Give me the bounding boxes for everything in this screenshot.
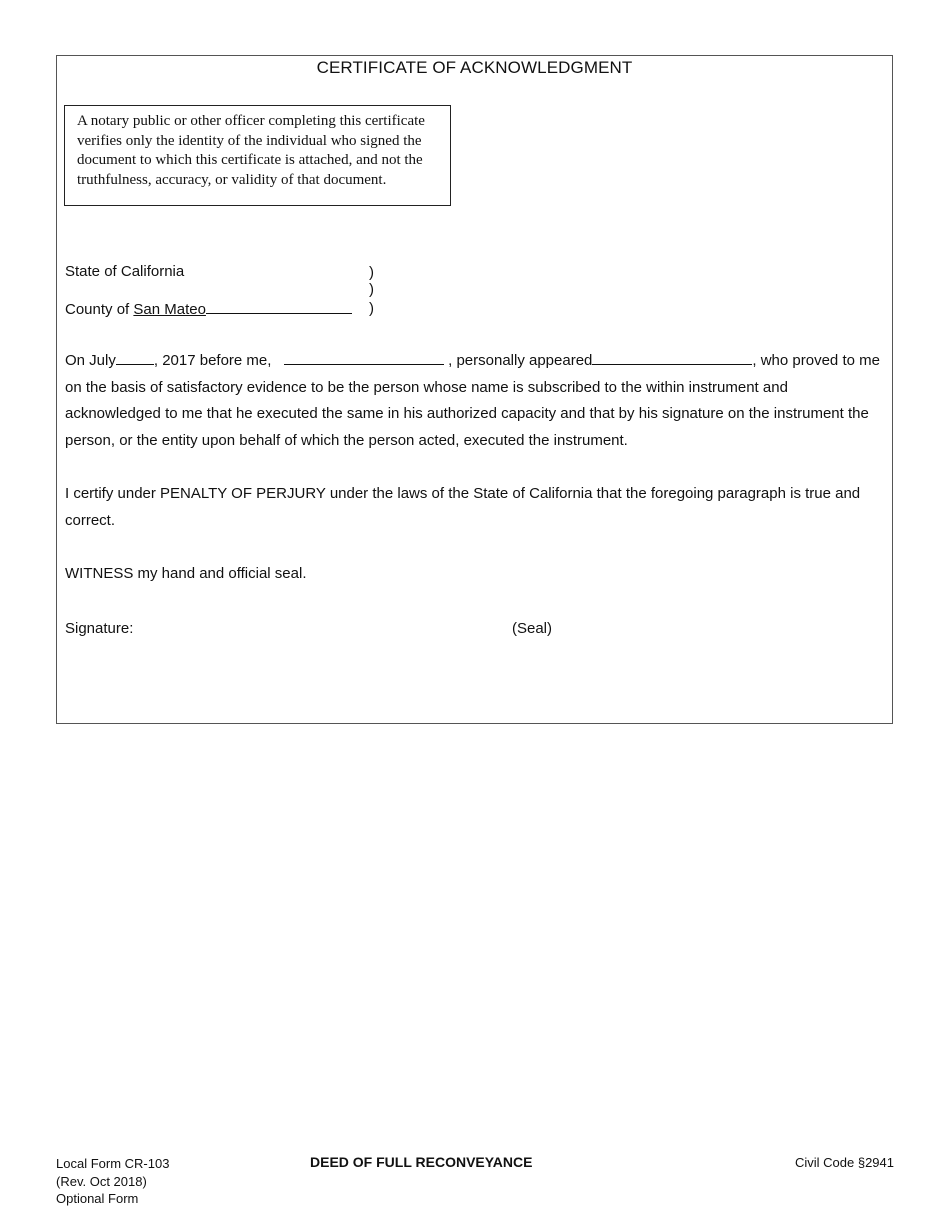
certificate-frame (56, 55, 893, 724)
day-blank[interactable] (116, 350, 154, 365)
ack-year: , 2017 before me, (153, 352, 272, 369)
county-label: County of (65, 301, 130, 318)
footer-doc-title: DEED OF FULL RECONVEYANCE (310, 1154, 533, 1170)
officer-name-blank[interactable] (284, 350, 444, 365)
county-line (65, 299, 352, 318)
signature-field[interactable] (198, 618, 498, 638)
notary-notice-box: A notary public or other officer completing this certificate verifies only the identity of the individual who signed the document to which this certificate is attached, and not the truthfulness, accuracy, or validity of that document. (64, 105, 451, 206)
form-number: Local Form CR-103 (56, 1156, 170, 1171)
county-blank[interactable] (206, 299, 352, 314)
ack-who-proved: , who proved to (752, 352, 855, 369)
seal-label: (Seal) (512, 620, 553, 637)
certificate-title: CERTIFICATE OF ACKNOWLEDGMENT (316, 58, 633, 77)
ack-body: me on the basis of satisfactory evidence to be the person whose name is subscribed to the within instrument and acknowledged to me that he executed the same in his authorized capacity and that by his signature on the instrument the person, or the entity upon behalf of which the person acted, executed the instrument. (65, 352, 880, 449)
state-line (65, 263, 184, 280)
form-revision: (Rev. Oct 2018) (56, 1173, 147, 1189)
acknowledgment-paragraph (65, 348, 887, 454)
footer-civil-code: Civil Code §2941 (794, 1155, 894, 1170)
bracket-paren-2: ) (369, 281, 374, 298)
signer-name-blank[interactable] (592, 350, 752, 365)
witness-statement: WITNESS my hand and official seal. (65, 565, 307, 582)
ack-prefix: On July (65, 352, 116, 369)
signature-label: Signature: (65, 620, 134, 637)
ack-personally: , personally appeared (443, 352, 593, 369)
footer-form-info (56, 1155, 169, 1208)
perjury-statement: I certify under PENALTY OF PERJURY under the laws of the State of California that the foregoing paragraph is true and correct. (65, 485, 861, 529)
form-optional: Optional Form (56, 1191, 139, 1206)
county-value[interactable]: San Mateo (133, 301, 206, 318)
state-label: State of California (65, 263, 185, 280)
bracket-paren-1: ) (369, 264, 374, 281)
bracket-paren-3: ) (369, 300, 374, 317)
